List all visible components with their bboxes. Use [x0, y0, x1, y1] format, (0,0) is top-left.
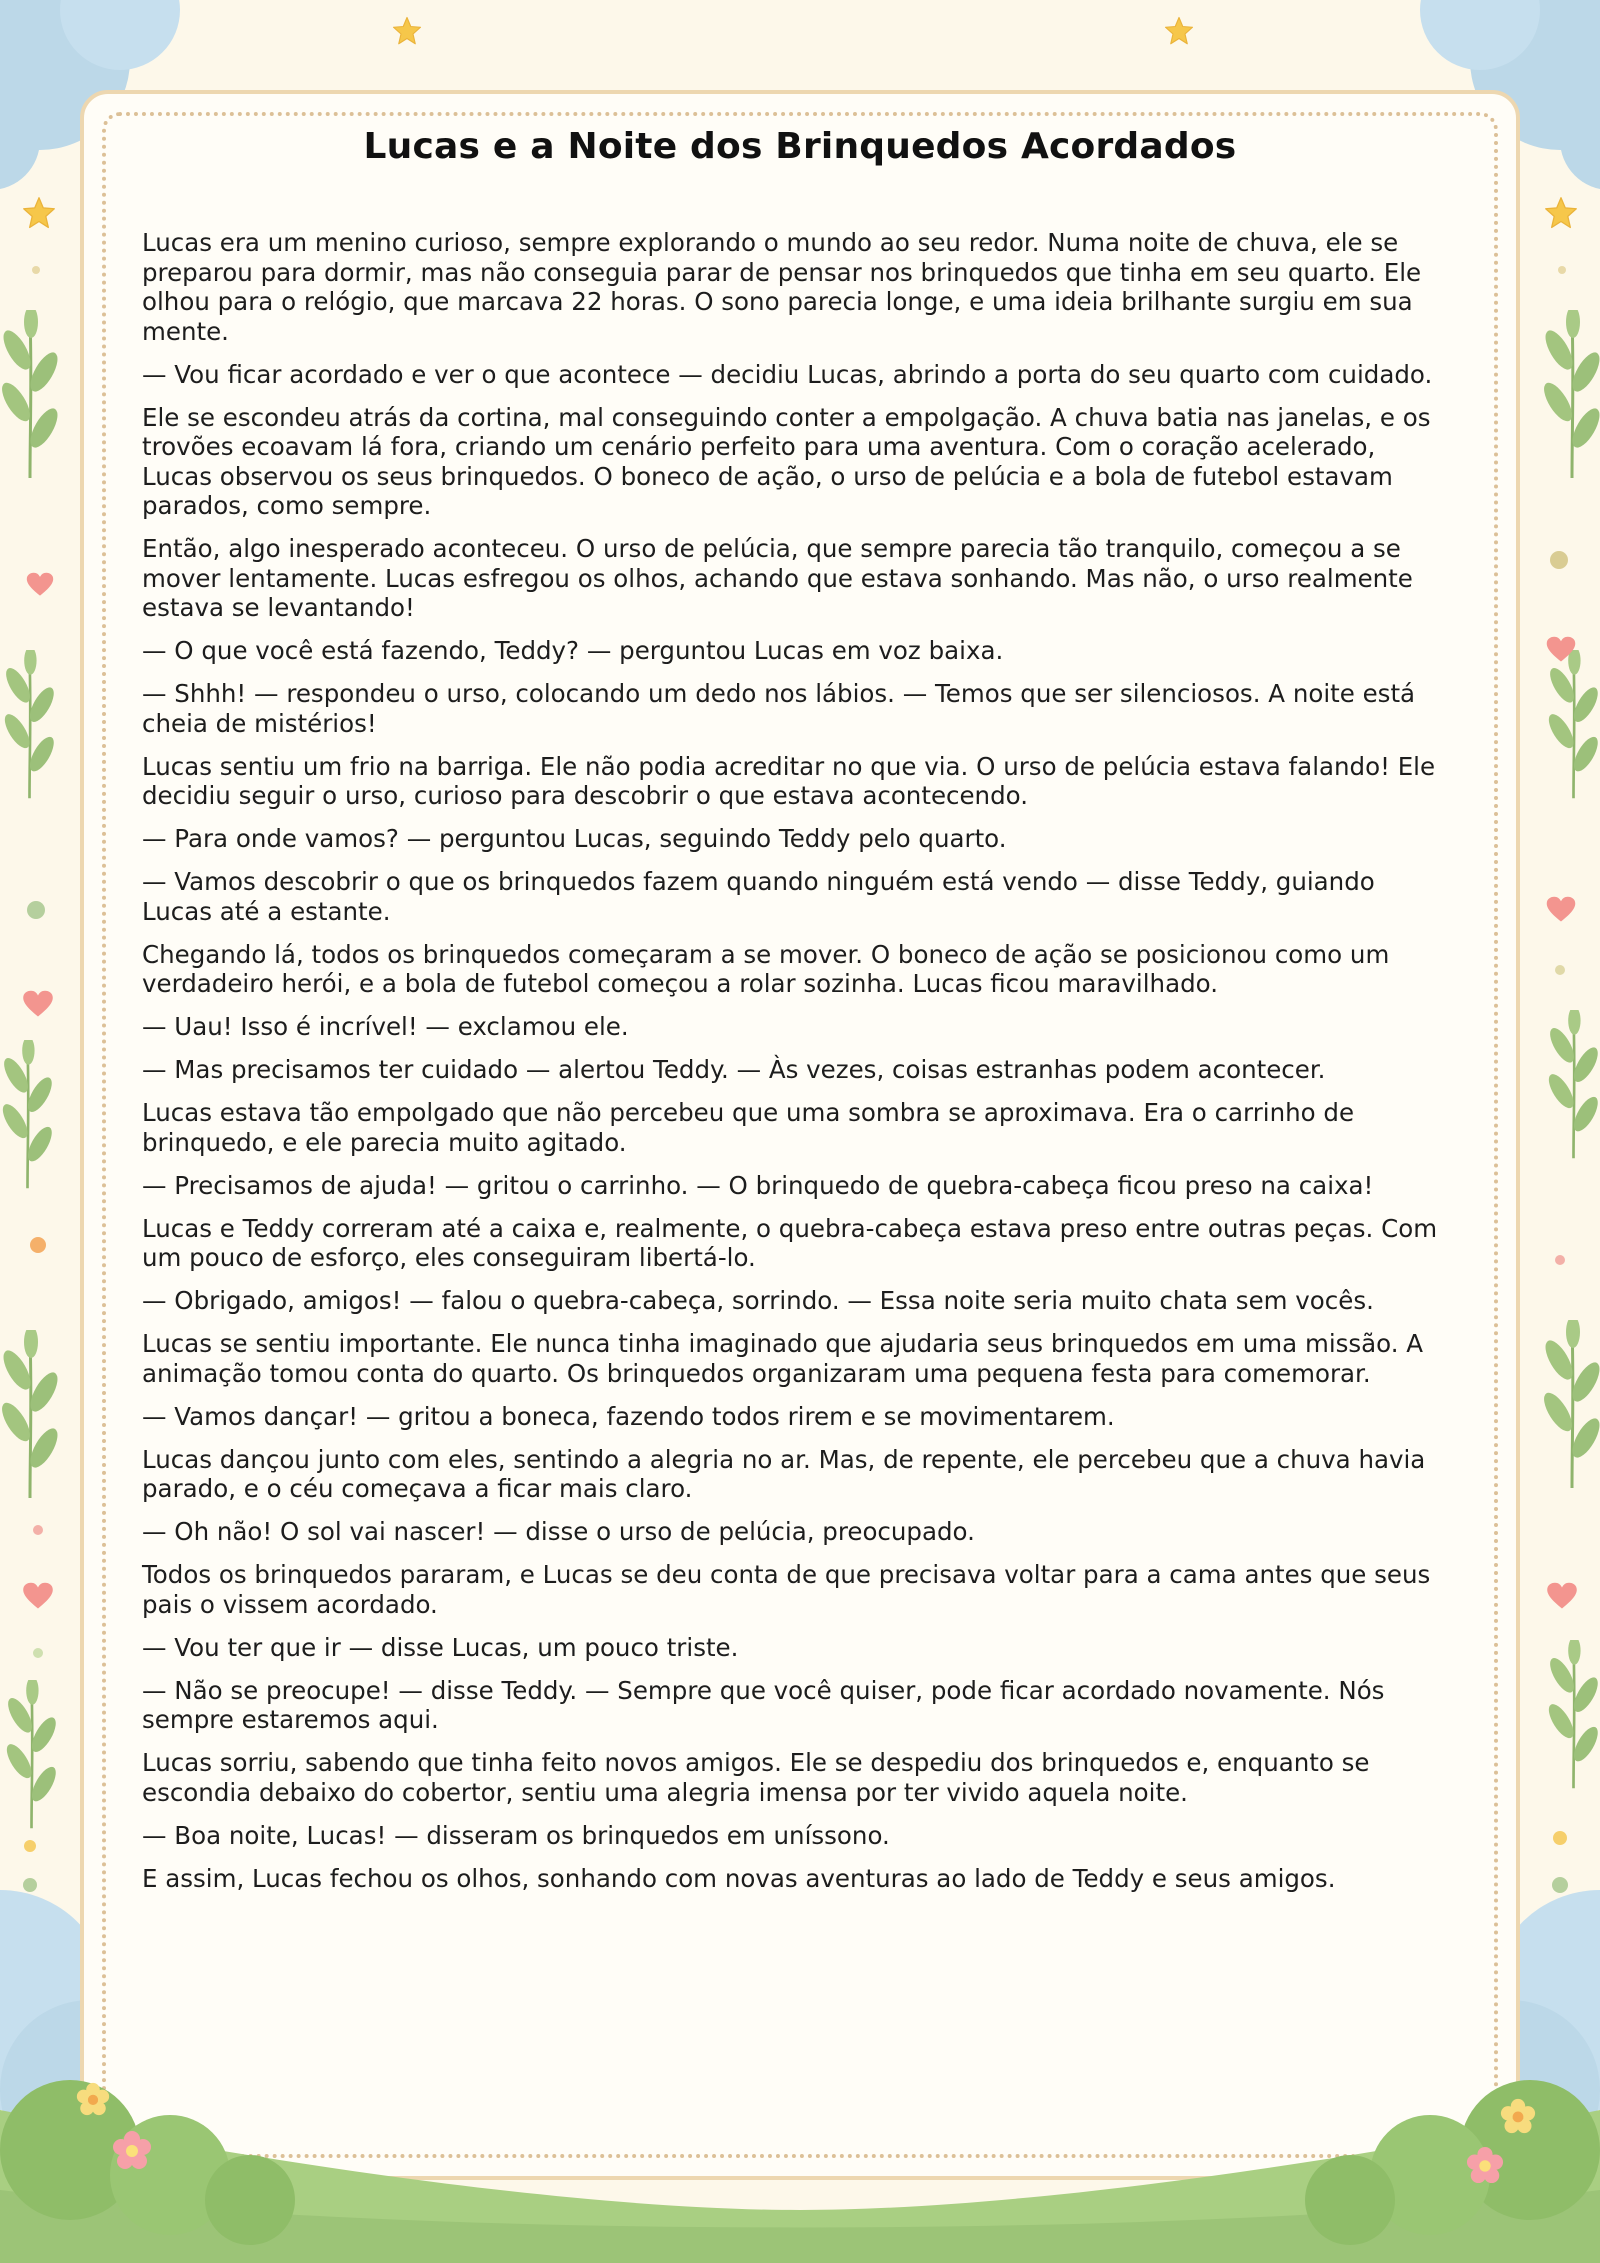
story-paragraph: Então, algo inesperado aconteceu. O urso de pelúcia, que sempre parecia tão tranquilo, começou a se mover lentamente. Lucas esfregou os olhos, achando que estava sonhando. Mas não, o urso realmente estava se levantando! [142, 534, 1413, 622]
story-paragraph: E assim, Lucas fechou os olhos, sonhando com novas aventuras ao lado de Teddy e seus amigos. [142, 1863, 1336, 1893]
story-paragraph: — Shhh! — respondeu o urso, colocando um dedo nos lábios. — Temos que ser silenciosos. A noite está cheia de mistérios! [142, 679, 1416, 738]
story-paragraph: — Vamos descobrir o que os brinquedos fazem quando ninguém está vendo — disse Teddy, guiando Lucas até a estante. [142, 867, 1375, 926]
story-paragraph: — Obrigado, amigos! — falou o quebra-cabeça, sorrindo. — Essa noite seria muito chata sem vocês. [142, 1286, 1374, 1315]
story-paragraph: Chegando lá, todos os brinquedos começaram a se mover. O boneco de ação se posicionou como um verdadeiro herói, e a bola de futebol começou a rolar sozinha. Lucas ficou maravilhado. [142, 939, 1390, 998]
story-paragraph: — Boa noite, Lucas! — disseram os brinquedos em uníssono. [142, 1820, 890, 1850]
story-paragraph: Lucas sentiu um frio na barriga. Ele não podia acreditar no que via. O urso de pelúcia estava falando! Ele decidiu seguir o urso, curioso para descobrir o que estava acontecendo. [142, 751, 1436, 810]
story-paragraph: Lucas e Teddy correram até a caixa e, realmente, o quebra-cabeça estava preso entre outras peças. Com um pouco de esforço, eles conseguiram libertá-lo. [142, 1213, 1438, 1272]
story-paragraph: Lucas se sentiu importante. Ele nunca tinha imaginado que ajudaria seus brinquedos em uma missão. A animação tomou conta do quarto. Os brinquedos organizaram uma pequena festa para comemorar. [142, 1329, 1424, 1388]
story-paragraph: — Vou ter que ir — disse Lucas, um pouco triste. [142, 1632, 739, 1662]
story-paragraph: Todos os brinquedos pararam, e Lucas se deu conta de que precisava voltar para a cama antes que seus pais o vissem acordado. [142, 1560, 1431, 1619]
story-paragraph: — Não se preocupe! — disse Teddy. — Sempre que você quiser, pode ficar acordado novamente. Nós sempre estaremos aqui. [142, 1675, 1385, 1734]
story-paragraph: — Uau! Isso é incrível! — exclamou ele. [142, 1012, 629, 1041]
story-paragraph: Lucas estava tão empolgado que não percebeu que uma sombra se aproximava. Era o carrinho de brinquedo, e ele parecia muito agitado. [142, 1098, 1355, 1157]
story-paragraph: Lucas dançou junto com eles, sentindo a alegria no ar. Mas, de repente, ele percebeu que a chuva havia parado, e o céu começava a ficar mais claro. [142, 1444, 1426, 1503]
story-paragraph: — Vou ficar acordado e ver o que acontece — decidiu Lucas, abrindo a porta do seu quarto com cuidado. [142, 359, 1433, 389]
story-body [142, 228, 1450, 1907]
story-paragraph: — Vamos dançar! — gritou a boneca, fazendo todos rirem e se movimentarem. [142, 1401, 1115, 1431]
story-title: Lucas e a Noite dos Brinquedos Acordados [363, 126, 1237, 167]
story-paragraph: — Precisamos de ajuda! — gritou o carrinho. — O brinquedo de quebra-cabeça ficou preso na caixa! [142, 1170, 1374, 1200]
story-paragraph: Ele se escondeu atrás da cortina, mal conseguindo conter a empolgação. A chuva batia nas janelas, e os trovões ecoavam lá fora, criando um cenário perfeito para uma aventura. Com o coração acelerado, Lucas observou os seus brinquedos. O boneco de ação, o urso de pelúcia e a bola de futebol estavam parados, como sempre. [142, 402, 1431, 520]
story-paragraph: Lucas sorriu, sabendo que tinha feito novos amigos. Ele se despediu dos brinquedos e, enquanto se escondia debaixo do cobertor, sentiu uma alegria imensa por ter vivido aquela noite. [142, 1748, 1370, 1807]
story-paragraph: — Para onde vamos? — perguntou Lucas, seguindo Teddy pelo quarto. [142, 824, 1007, 853]
story-paragraph: — Oh não! O sol vai nascer! — disse o urso de pelúcia, preocupado. [142, 1517, 975, 1546]
story-paragraph: Lucas era um menino curioso, sempre explorando o mundo ao seu redor. Numa noite de chuva, ele se preparou para dormir, mas não conseguia parar de pensar nos brinquedos que tinha em seu quarto. Ele olhou para o relógio, que marcava 22 horas. O sono parecia longe, e uma ideia brilhante surgiu em sua mente. [142, 228, 1422, 346]
story-paragraph: — O que você está fazendo, Teddy? — perguntou Lucas em voz baixa. [142, 636, 1004, 665]
story-paragraph: — Mas precisamos ter cuidado — alertou Teddy. — Às vezes, coisas estranhas podem acontecer. [142, 1055, 1326, 1084]
